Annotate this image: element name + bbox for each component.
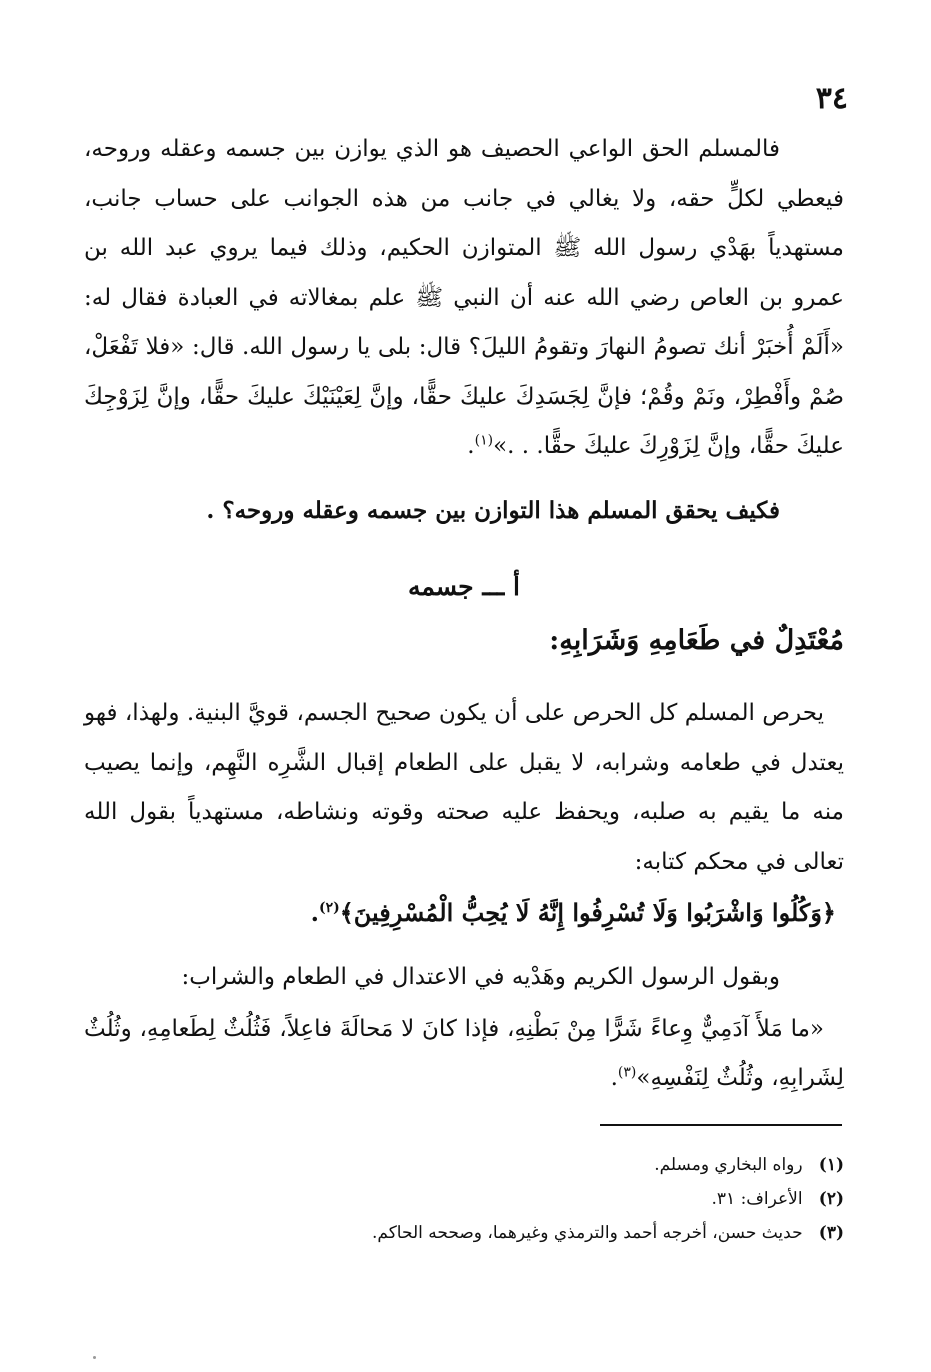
intro-paragraph [84,125,844,472]
page-number: ٣٤ [815,81,848,116]
intro-text: فالمسلم الحق الواعي الحصيف هو الذي يوازن بين جسمه وعقله وروحه، فيعطي لكلٍّ حقه، ولا يغالي في جانب من هذه الجوانب على حساب جانب، مستهدياً بهَدْي رسول الله ﷺ المتوازن الحكيم، وذلك فيما يروي عبد الله بن عمرو بن العاص رضي الله عنه أن النبي ﷺ علم بمغالاته في العبادة فقال له: «أَلَمْ أُخبَرْ أنك تصومُ النهارَ وتقومُ الليلَ؟ قال: بلى يا رسول الله. قال: «فلا تَفْعَلْ، صُمْ وأَفْطِرْ، ونَمْ وقُمْ؛ فإنَّ لِجَسَدِكَ عليكَ حقًّا، وإنَّ لِعَيْنَيْكَ عليكَ حقًّا، وإنَّ لِزَوْجِكَ عليكَ حقًّا، وإنَّ لِزَوْرِكَ عليكَ حقًّا. . .» [84,136,844,459]
subheading: مُعْتَدِلٌ في طَعَامِهِ وَشَرَابِهِ: [549,625,844,656]
quran-end: . [310,898,319,927]
footnote-ref-3[interactable]: (٣) [617,1064,637,1081]
footnote-ref-2[interactable]: (٢) [318,900,340,916]
footnote-number: (١) [818,1155,844,1175]
scan-speck [93,1356,96,1359]
footnote-1 [84,1148,844,1182]
question-paragraph: فكيف يحقق المسلم هذا التوازن بين جسمه وعقله وروحه؟ . [206,496,780,524]
footnote-text: حديث حسن، أخرجه أحمد والترمذي وغيرهما، وصححه الحاكم. [371,1223,803,1243]
footnotes [84,1148,844,1250]
footnote-number: (٢) [818,1189,844,1209]
hadith-end: . [610,1065,618,1091]
footnote-number: (٣) [818,1223,844,1243]
body-paragraph: يحرص المسلم كل الحرص على أن يكون صحيح الجسم، قويَّ البنية. ولهذا، فهو يعتدل في طعامه وشرابه، لا يقبل على الطعام إقبال الشَّرِه النَّهِم، وإنما يصيب منه ما يقيم به صلبه، ويحفظ عليه صحته وقوته ونشاطه، مستهدياً بقول الله تعالى في محكم كتابه: [84,700,844,875]
footnote-divider [600,1124,842,1126]
footnote-3 [84,1216,844,1250]
quran-verse [84,887,844,939]
hadith-paragraph [84,1005,844,1104]
footnote-ref-1[interactable]: (١) [474,432,494,449]
footnote-text: الأعراف: ٣١. [711,1189,803,1209]
quran-verse-text: ﴿وَكُلُوا وَاشْرَبُوا وَلَا تُسْرِفُوا إِنَّهُ لَا يُحِبُّ الْمُسْرِفِينَ﴾ [339,898,836,927]
prophet-intro-paragraph: وبقول الرسول الكريم وهَدْيه في الاعتدال في الطعام والشراب: [181,964,780,990]
book-page [84,70,848,1243]
hadith-text: «ما مَلأَ آدَمِيٌّ وِعاءً شَرًّا مِنْ بَطْنِهِ، فإذا كانَ لا مَحالَةَ فاعِلاً، فَثُلُثٌ لِطَعامِهِ، وثُلُثٌ لِشَرابِهِ، وثُلُثٌ لِنَفْسِهِ» [84,1015,844,1091]
footnote-2 [84,1182,844,1216]
footnote-text: رواه البخاري ومسلم. [654,1155,803,1175]
intro-end: . [467,433,475,459]
section-heading: أ ـــ جسمه [408,572,520,601]
